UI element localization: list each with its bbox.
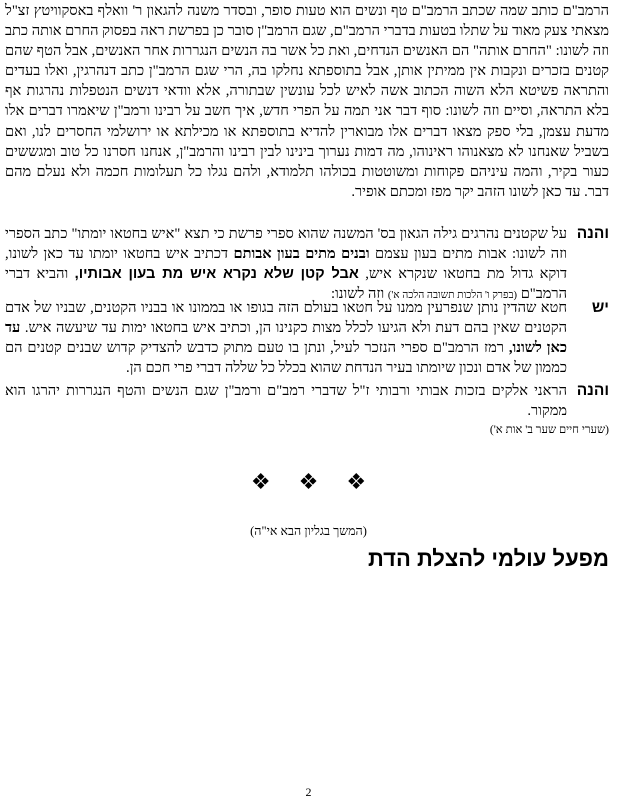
section-heading: מפעל עולמי להצלת הדת — [368, 546, 609, 571]
section-body — [5, 224, 609, 306]
page-number: 2 — [305, 785, 312, 799]
diamond-ornament-icon: ❖ — [346, 470, 367, 495]
continued-note: (המשך בגליון הבא אי"ה) — [250, 524, 367, 538]
lead-word: והנה — [576, 225, 609, 242]
section-vehineh-2 — [5, 381, 609, 421]
section-text: והביא דברי הרמב"ם — [5, 266, 567, 303]
diamond-ornament-icon: ❖ — [250, 470, 271, 495]
source-note: (שערי חיים שער ב' אות א') — [489, 424, 609, 436]
bold-phrase: עד כאן לשונו, — [5, 320, 567, 357]
ornament-divider — [0, 470, 617, 496]
lead-word: יש — [591, 299, 609, 316]
section-text: דכתיב איש בחטאו יומתו עד כאן לשונו, דוקא גדול מת בחטאו שנקרא איש, — [5, 246, 567, 283]
diamond-ornament-icon: ❖ — [298, 470, 319, 495]
lead-word: והנה — [576, 382, 609, 399]
bold-phrase: ובנים מתים בעון אבותם — [233, 246, 370, 263]
section-body — [5, 381, 609, 421]
section-body — [5, 298, 609, 378]
section-vehineh-1 — [5, 224, 609, 306]
citation: (בפרק ו' הלכות תשובה הלכה א') — [387, 290, 518, 302]
section-yesh — [5, 298, 609, 378]
opening-paragraph: הרמב"ם כותב שמה שכתב הרמב"ם טף ונשים הוא טעות סופר, ובסדר משנה להגאון ר' וואלף באסקוויטץ זצ"ל מצאתי צעק מאוד על שתלו בטעות בדברי הרמב"ם, שגם הרמב"ן סובר כן בפרשת ראה בפסוק החרם אותה כתב וזה לשונו: "החרם אותה" הם האנשים הנדחים, ואת כל אשר בה הנשים הנגררות אחר האנשים, אבל הטף שהם קטנים בזכרים ונקבות אין ממיתין אותן, אבל בתוספתא נחלקו בה, הרי שגם הרמב"ן כתב דנהרגין, ואלו בעדים והתראה פשיטא הלא השוה הכתוב אשה לאיש לכל עונשין שבתורה, אלא וודאי דנשים הנטפלות נהרגות אף בלא התראה, וסיים וזה לשונו: סוף דבר אני תמה על הפרי חדש, איך חשב על רבינו ורמב"ן שיאמרו דברים אלו מדעת עצמן, בלי ספק מצאו דברים אלו מבוארין להדיא בתוספתא או מכילתא או ירושלמי החסרים לנו, ואם בשביל שאנחנו לא מצאנוהו ראינוהו, מה דמות נערוך בינינו לבין רבינו והרמב"ן, אנחנו חסרנו כל טוב ומגששים כעור בקיר, והמה עיניהם פקוחות ומשוטטות בכולהו תלמודא, ולהם נגלו כל תעלומות חכמה ולא נעלם מהם דבר. עד כאן לשונו הזהב יקר מפז ומכתם אופיר. — [5, 3, 609, 200]
section-text: חטא שהדין נותן שנפרעין ממנו על חטאו בעולם הזה בגופו או בממונו או בבניו הקטנים, שבניו של אדם הקטנים שאין בהם דעת ולא הגיעו לכלל מצות כקנינו הן, וכתיב איש בחטאו ימות עד שיעשה איש. — [5, 300, 567, 337]
section-text: רמז הרמב"ם ספרי הנזכר לעיל, ונתן בו טעם מתוק כדבש להצדיק קדוש שבנים קטנים הם כממון של אדם ונכון שיומתו בעיר הנדחת שהוא בכלל כל שללה דברי פרי חכם הן. — [5, 340, 567, 377]
section-text: על שקטנים נהרגים גילה הגאון בס' המשנה שהוא ספרי פרשת כי תצא "איש בחטאו יומתו" כתב הספרי וזה לשונו: אבות מתים בעון עצמם — [5, 226, 568, 263]
section-text: וזה לשונו: — [330, 286, 385, 303]
section-text: הראני אלקים בזכות אבותי ורבותי ז"ל שדברי רמב"ם ורמב"ן שגם הנשים והטף הנגררות יהרגו הוא ממקור. — [5, 383, 567, 420]
bold-phrase: אבל קטן שלא נקרא איש מת בעון אבותיו, — [74, 266, 359, 283]
